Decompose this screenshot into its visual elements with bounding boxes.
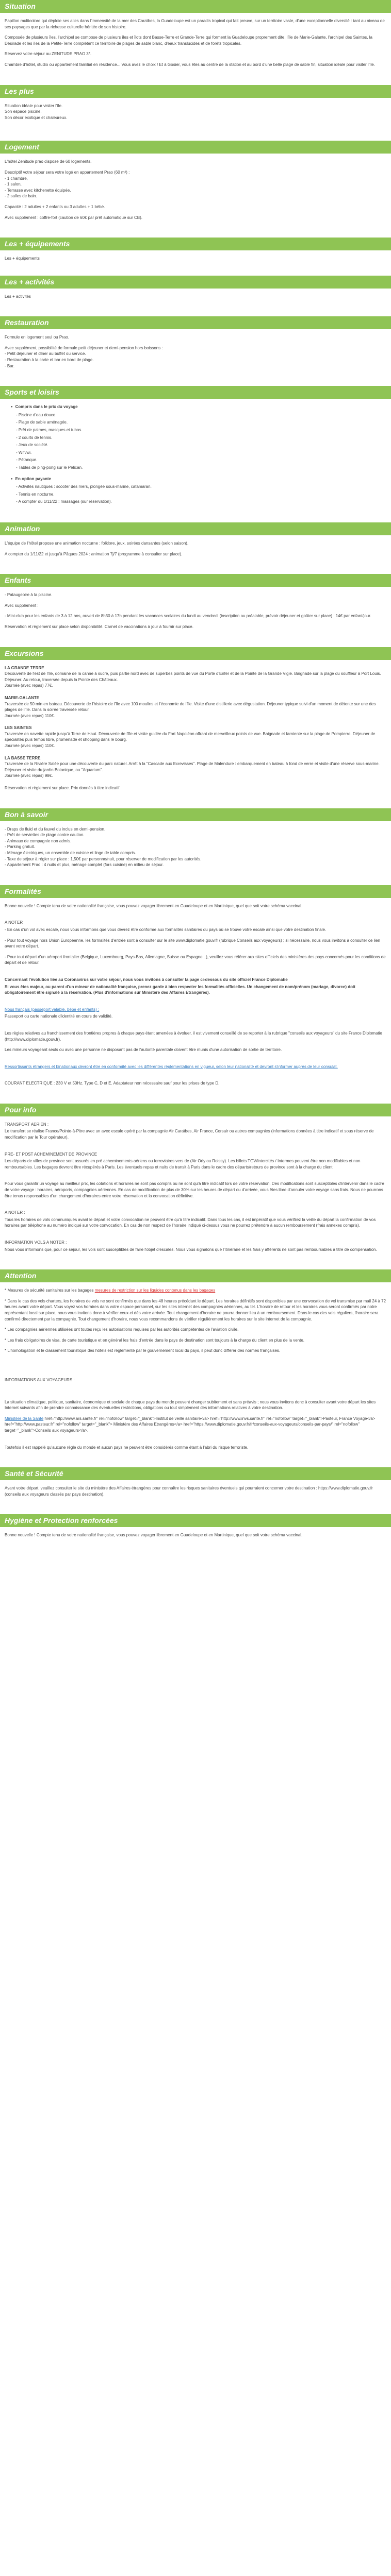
- formalites-nationals-link[interactable]: Nous français (passeport valable, bébé et enfants) :: [5, 1007, 100, 1012]
- section-sante: [0, 1480, 391, 1514]
- section-header-attention: Attention: [0, 1269, 391, 1282]
- formalites-note-label: A NOTER: [5, 920, 23, 925]
- bon-a-savoir-item: - Appartement Prao : 4 nuits et plus, ménage complet (fors cuisine) en milieu de séjour.: [5, 862, 164, 868]
- bon-a-savoir-item: - Taxe de séjour à régler sur place : 1,50€ par personne/nuit, pour réserver de modification par les autorités.: [5, 856, 202, 861]
- section-header-hygiene: Hygiène et Protection renforcées: [0, 1514, 391, 1527]
- section-header-bon-a-savoir: Bon à savoir: [0, 808, 391, 821]
- ministry-health-link[interactable]: Ministère de la Santé: [5, 1416, 44, 1421]
- attention-paragraph-4: * L'homologation et le classement touristique des hôtels est réglementé par le gouvernement local du pays, il peut donc différer des normes françaises.: [5, 1348, 281, 1353]
- excursion-item: [5, 725, 386, 749]
- section-header-sports: Sports et loisirs: [0, 386, 391, 399]
- plus-item: Son espace piscine.: [5, 109, 42, 114]
- infos-title: INFORMATIONS AUX VOYAGEURS :: [5, 1377, 75, 1382]
- animation-paragraph-1: L'équipe de l'hôtel propose une animation nocturne : folklore, jeux, soirées dansantes (selon saison).: [5, 540, 189, 546]
- section-attention: [0, 1282, 391, 1467]
- situation-paragraph-4: Chambre d'hôtel, studio ou appartement familial en résidence... Vous avez le choix ! Et à Gosier, vous êtes au centre de la station et au bord d'une belle plage de sable fin, situation idéale pour visiter l'île.: [5, 62, 375, 67]
- pour-info-label-note: A NOTER :: [5, 1210, 25, 1215]
- restauration-paragraph-2: Avec supplément, possibilité de formule petit déjeuner et demi-pension hors boissons :: [5, 345, 163, 350]
- enfants-paragraph-1: - Pataugeoire à la piscine.: [5, 592, 53, 598]
- pour-info-paragraph-4: Les départs de villes de province sont assurés en pré acheminements aériens ou ferroviaires vers de (Air Orly ou Roissy). Les billets TGV/Intercités / Intermes peuvent être non modifiables et non remboursables. Les bagages devront être récupérés à Paris. Les éventuels repas et nuits de transit à Paris dans le cadre des départs/retours de province sont à la charge du client.: [5, 1159, 361, 1170]
- pour-info-paragraph-9: Nous vous informons que, pour ce séjour, les vols sont susceptibles de faire l'objet d'escales. Nous vous signalons que l'itinéraire et les frais y afférents ne sont pas remboursables à titre de compensation.: [5, 1247, 377, 1252]
- sports-item: - Jeux de société.: [16, 443, 48, 448]
- liquid-restrictions-link[interactable]: mesures de restriction sur les liquides contenus dans les bagages: [94, 1288, 216, 1293]
- excursion-description: Traversée en navette rapide jusqu'à Terre de Haut. Découverte de l'île et visite guidée du Fort Napoléon offrant de merveilleux points de vue. Baignade et farniente sur la plage de Pompierre. Déjeuner de spécialités puis temps libre, promenade et shopping dans le bourg.: [5, 731, 376, 742]
- section-header-enfants: Enfants: [0, 574, 391, 587]
- section-pour-info: [0, 1116, 391, 1269]
- attention-paragraph-3: * Les frais obligatoires de visa, de carte touristique et en général les frais d'entrée dans le pays de destination sont toujours à la charge du client en plus de la vente.: [5, 1337, 304, 1343]
- sante-paragraph-1: Avant votre départ, veuillez consulter le site du ministère des Affaires étrangères pour connaître les risques sanitaires éventuels qui pourraient concerner votre destination : https://www.diplomatie.gouv.fr (conseils aux voyageurs classés par pays destination).: [5, 1486, 373, 1497]
- section-header-formalites: Formalités: [0, 885, 391, 898]
- restauration-item: - Petit déjeuner et dîner au buffet ou service.: [5, 351, 86, 357]
- sports-list-option: [16, 484, 386, 505]
- formalites-paragraph-1: Bonne nouvelle ! Compte tenu de votre nationalité française, vous pouvez voyager librement en Guadeloupe et en Martinique, quel que soit votre schéma vaccinal.: [5, 903, 303, 908]
- section-enfants: [0, 587, 391, 647]
- sports-item: - Tables de ping-pong sur le Pélican.: [16, 465, 83, 470]
- equipements-body: Les + équipements: [5, 256, 40, 261]
- section-excursions: [0, 660, 391, 808]
- section-bon-a-savoir: [0, 821, 391, 885]
- section-header-sante: Santé et Sécurité: [0, 1467, 391, 1480]
- section-equipements: [0, 250, 391, 276]
- section-sports: [0, 399, 391, 522]
- formalites-warning: Si vous êtes majeur, ou parent d'un mineur de nationalité française, prenez garde à bien respecter les formalités officielles. Un changement de nom/prénom (mariage, divorce) doit obligatoirement être signalé à la réservation. (Plus d'informations sur Ministère des Affaires Etrangères).: [5, 984, 355, 995]
- restauration-item: - Restauration à la carte et bar en bord de plage.: [5, 358, 94, 363]
- enfants-paragraph-4: Réservation et règlement sur place selon disponibilité. Carnet de vaccinations à jour à fournir sur place.: [5, 624, 193, 629]
- pour-info-paragraph-2: Le transfert se réalise France/Pointe-à-Pitre avec un avec escale opéré par la compagnie Air Caraïbes, Air France, Corsair ou autres compagnies (informations données à titre indicatif et sous réserve de modification par le Tour opérateur).: [5, 1129, 374, 1140]
- formalites-paragraph-3: - Pour tout voyage hors Union Européenne, les formalités d'entrée sont à consulter sur le site www.diplomatie.gouv.fr (rubrique Conseils aux voyageurs) ; si nécessaire, nous vous invitons à consulter ce lien avant votre départ.: [5, 938, 380, 949]
- formalites-foreigners-link[interactable]: Ressortissants étrangers et binationaux devront être en conformité avec les différentes réglementations en vigueur, selon leur nationalité et devront s'informer auprès de leur consulat.: [5, 1064, 338, 1069]
- logement-capacity: Capacité : 2 adultes + 2 enfants ou 3 adultes + 1 bébé.: [5, 204, 105, 209]
- section-header-pour-info: Pour info: [0, 1104, 391, 1116]
- section-header-plus: Les plus: [0, 85, 391, 98]
- excursions-outro: Réservation et règlement sur place. Prix donnés à titre indicatif.: [5, 786, 121, 791]
- excursion-item: [5, 695, 386, 719]
- section-restauration: [0, 329, 391, 386]
- formalites-paragraph-9: Les mineurs voyageant seuls ou avec une personne ne disposant pas de l'autorité parentale doivent être munis d'une autorisation de sortie de territoire.: [5, 1047, 282, 1053]
- sports-item: - Tennis en nocturne.: [16, 492, 55, 497]
- section-header-restauration: Restauration: [0, 316, 391, 329]
- section-header-equipements: Les + équipements: [0, 238, 391, 250]
- plus-item: Situation idéale pour visiter l'île.: [5, 103, 63, 108]
- situation-paragraph-2: Composée de plusieurs îles, l'archipel se compose de plusieurs îles et îlots dont Basse-Terre et Grande-Terre qui forment la Guadeloupe proprement dite, l'île de Marie-Galante, l'archipel des Saintes, la Désirade et les îles de la Petite-Terre complètent ce territoire de plages de sable blanc, d'eaux translucides et de forêts tropicales.: [5, 35, 372, 46]
- enfants-paragraph-3: - Mini-club pour les enfants de 3 à 12 ans, ouvert de 8h30 à 17h pendant les vacances scolaires du lundi au vendredi (inscription au préalable, prévoir déjeuner et goûter sur place) : 14€ par enfant/jour.: [5, 614, 371, 619]
- section-header-activites: Les + activités: [0, 276, 391, 289]
- excursion-price: Journée (avec repas) 110€.: [5, 713, 55, 718]
- logement-item: - Terrasse avec kitchenette équipée,: [5, 188, 71, 193]
- sports-item: - Activités nautiques : scooter des mers, plongée sous-marine, catamaran.: [16, 484, 152, 489]
- logement-supplement: Avec supplément : coffre-fort (caution de 60€ par prêt automatique sur CB).: [5, 215, 142, 220]
- sports-item: - Pétanque.: [16, 457, 38, 463]
- excursion-price: Journée (avec repas) 110€.: [5, 743, 55, 749]
- section-header-logement: Logement: [0, 141, 391, 154]
- situation-paragraph-1: Papillon multicolore qui déploie ses ailes dans l'immensité de la mer des Caraïbes, la Guadeloupe est un paradis tropical qui fait preuve, sur un territoire vaste, d'une exceptionnelle diversité : tant au niveau de ses paysages que par la richesse culturelle héritée de son histoire.: [5, 19, 385, 29]
- excursion-description: Traversée de 50 min en bateau. Découverte de l'histoire de l'île avec 100 moulins et l'économie de l'île. Visite d'une distillerie avec dégustation. Déjeuner typique suivi d'un moment de détente sur une des plages de l'île. Dans la soirée traversée retour.: [5, 701, 376, 713]
- excursion-price: Journée (avec repas) 98€.: [5, 773, 53, 778]
- sports-category-option: ● En option payante: [11, 477, 51, 481]
- section-activites: [0, 289, 391, 317]
- formalites-covid-notice: Concernant l'évolution liée au Coronavirus sur votre séjour, nous vous invitons à consulter la page ci-dessous du site officiel France Diplomatie: [5, 977, 288, 982]
- pour-info-paragraph-7: Tous les horaires de vols communiqués avant le départ et votre convocation ne peuvent être qu'à titre indicatif. Dans tous les cas, il est impératif que vous vérifiiez la veille du départ la confirmation de vos horaires par téléphone au numéro indiqué sur votre convocation. En cas de non respect de l'horaire indiqué ci-dessus vous ne pourrez prétendre à aucun remboursement (frais annexes compris).: [5, 1217, 376, 1228]
- logement-intro: Descriptif votre séjour sera votre logé en appartement Prao (60 m²) :: [5, 170, 130, 175]
- restauration-paragraph-1: Formule en logement seul ou Prao.: [5, 335, 69, 340]
- hygiene-paragraph-1: Bonne nouvelle ! Compte tenu de votre nationalité française, vous pouvez voyager librement en Guadeloupe et en Martinique, quel que soit votre schéma vaccinal.: [5, 1533, 303, 1538]
- pour-info-label-province: PRE- ET POST ACHEMINEMENT DE PROVINCE: [5, 1151, 97, 1157]
- pour-info-label-air: TRANSPORT AERIEN :: [5, 1122, 49, 1127]
- enfants-paragraph-2: Avec supplément :: [5, 603, 39, 608]
- sports-item: - 2 courts de tennis.: [16, 435, 53, 440]
- sports-category: [11, 404, 386, 410]
- sports-item: - Wifi/wi.: [16, 450, 32, 455]
- infos-paragraph-1: La situation climatique, politique, sanitaire, économique et sociale de chaque pays du monde peuvent changer subitement et sans préavis ; nous vous invitons donc à consulter avant votre départ les sites Internet suivants afin de prendre connaissance des éventuelles restrictions, obligations ou tout simplement des informations relatives à votre destination.: [5, 1399, 376, 1411]
- bon-a-savoir-item: - Ménage électriques, un ensemble de cuisine et linge de table compris.: [5, 851, 136, 855]
- sports-list-included: [16, 412, 386, 471]
- attention-paragraph-2: * Les compagnies aériennes utilisées ont toutes reçu les autorisations requises par les autorités compétentes de l'aviation civile.: [5, 1327, 239, 1332]
- attention-paragraph-1-text: * Mesures de sécurité sanitaires sur les bagages: [5, 1288, 95, 1293]
- logement-paragraph-1: L'hôtel Zenitude prao dispose de 60 logements.: [5, 159, 92, 164]
- section-header-animation: Animation: [0, 522, 391, 535]
- formalites-paragraph-8: Les règles relatives au franchissement des frontières propres à chaque pays étant amenées à évoluer, il est vivement conseillé de se reporter à la rubrique "conseils aux voyageurs" du site France Diplomatie (http://www.diplomatie.gouv.fr).: [5, 1030, 382, 1042]
- animation-paragraph-2: A compter du 1/11/22 et jusqu'à Pâques 2024 : animation 7j/7 (programme à consulter sur place).: [5, 551, 183, 556]
- section-header-excursions: Excursions: [0, 647, 391, 660]
- excursion-name: LA GRANDE TERRE: [5, 665, 44, 670]
- sports-item: - Piscine d'eau douce.: [16, 412, 57, 417]
- excursion-description: Traversée de la Rivière Salée pour une découverte du parc naturel. Arrêt à la "Cascade aux Ecrevisses". Plage de Malendure : embarquement en bateau à fond de verre et visite d'une réserve sous-marine. Déjeuner et visite du jardin Botanique, ou "Aquarium".: [5, 761, 380, 772]
- bon-a-savoir-item: - Draps de fluid et du fauvel du inclus en demi-pension.: [5, 826, 106, 832]
- excursion-name: LES SAINTES: [5, 725, 32, 731]
- infos-paragraph-2-text: href="http://www.ars.sante.fr" rel="nofollow" target="_blank">Institut de veille sanitaire</a> href="http://www.invs.sante.fr" rel="nofollow" target="_blank">Pasteur, France Voyage</a> href="http://www.pasteur.fr" rel="nofollow" target="_blank"> Ministère des Affaires Etrangères</a> href="https://www.diplomatie.gouv.fr/fr/conseils-aux-voyageurs/conseils-par-pays/" rel="nofollow" target="_blank">Conseils aux voyageurs</a>.: [5, 1416, 376, 1433]
- section-situation: [0, 13, 391, 85]
- sports-item: - Plage de sable aménagée.: [16, 420, 68, 425]
- section-formalites: [0, 898, 391, 1104]
- bon-a-savoir-item: - Prêt de serviettes de plage contre caution.: [5, 833, 85, 838]
- bon-a-savoir-item: - Parking gratuit.: [5, 844, 35, 850]
- sports-category: [11, 476, 386, 482]
- excursion-name: MARIE-GALANTE: [5, 695, 40, 700]
- infos-paragraph-3: Toutefois il est rappelé qu'aucune règle du monde et aucun pays ne peuvent être considérés comme étant à l'abri du risque terroriste.: [5, 1445, 249, 1450]
- section-plus: [0, 98, 391, 141]
- plus-item: Son décor exotique et chaleureux.: [5, 115, 68, 120]
- logement-item: - 1 salon,: [5, 182, 22, 187]
- excursion-price: Journée (avec repas) 77€.: [5, 683, 53, 688]
- section-animation: [0, 535, 391, 574]
- section-hygiene: [0, 1527, 391, 1552]
- formalites-paragraph-7: Passeport ou carte nationale d'identité en cours de validité.: [5, 1014, 113, 1019]
- logement-item: - 1 chambre,: [5, 176, 28, 181]
- excursion-item: [5, 665, 386, 689]
- formalites-paragraph-4: - Pour tout départ d'un aéroport frontalier (Belgique, Luxembourg, Pays-Bas, Allemagne, Suisse ou Espagne...), veuillez vous référer aux sites officiels des ministères des pays concernés pour les conditions de départ et de retour.: [5, 954, 386, 965]
- pour-info-label-flights: INFORMATION VOLS A NOTER :: [5, 1240, 67, 1245]
- activites-body: Les + activités: [5, 294, 31, 299]
- section-logement: [0, 154, 391, 238]
- sports-item: - A compter du 1/11/22 : massages (sur réservation).: [16, 499, 112, 504]
- formalites-electric: COURANT ELECTRIQUE : 230 V et 50Hz. Type C, D et E. Adaptateur non nécessaire sauf pour les prises de type D.: [5, 1081, 220, 1086]
- section-header-situation: Situation: [0, 0, 391, 13]
- pour-info-paragraph-5: Pour vous garantir un voyage au meilleur prix, les cotations et horaires ne sont pas compris ou ne sont qu'à titre indicatif lors de votre réservation. Des modifications sont susceptibles d'intervenir dans le cadre de votre voyage : horaires, aéroports, compagnies aériennes. En cas de modification de plus de 30% sur les heures de départ ou d'arrivée, vous êtes libre d'annuler votre voyage sans frais. Nous ne pourrons être tenus responsables d'un changement d'horaires entre votre réservation et la convocation définitive.: [5, 1181, 384, 1198]
- excursion-description: Découverte de l'est de l'île, domaine de la canne à sucre, puis partie nord avec de superbes points de vue du Porte d'Enfer et de la Pointe de la Grande Vigie. Baignade sur la plage du souffleur à Port Louis. Déjeuner. Au retour, traversée depuis la Pointe des Châteaux.: [5, 671, 381, 682]
- attention-paragraph-1: [5, 1287, 386, 1294]
- restauration-item: - Bar.: [5, 363, 15, 368]
- excursion-item: [5, 755, 386, 779]
- sports-category-included: ● Compris dans le prix du voyage: [11, 404, 78, 409]
- excursion-name: LA BASSE TERRE: [5, 755, 41, 760]
- attention-paragraph-1b: * Dans le cas des vols charters, les horaires de vols ne sont confirmés que dans les 48 heures précédant le départ. Les horaires définitifs sont disponibles par une convocation de vol transmise par mail 24 à 72 heures avant votre départ. Vous voyez vos horaires dans votre espace personnel, sur les sites internet des compagnies aériennes, au tel. L'horaire de retour et les horaires vous seront confirmés par notre représentant local sur place, nous vous invitons donc à vérifier ceux-ci dès votre arrivée. Tout changement d'horaire ne pourra donner lieu à un remboursement. Dans le cas des vols réguliers, l'horaire sera confirmé directement par la compagnie. Tout changement d'horaire, nous vous recommandons de vérifier régulièrement les horaires sur le site internet de la compagnie.: [5, 1298, 386, 1321]
- sports-item: - Prêt de palmes, masques et tubas.: [16, 428, 83, 433]
- bon-a-savoir-item: - Animaux de compagnie non admis.: [5, 838, 72, 843]
- formalites-paragraph-2: - En cas d'un vol avec escale, nous vous informons que vous devrez être conforme aux formalités sanitaires du pays où se trouve votre escale ainsi que votre destination finale.: [5, 927, 327, 932]
- situation-paragraph-3: Réservez votre séjour au ZENITUDE PRAO 3*.: [5, 52, 92, 57]
- logement-item: - 2 salles de bain.: [5, 194, 37, 199]
- infos-paragraph-2: [5, 1416, 386, 1434]
